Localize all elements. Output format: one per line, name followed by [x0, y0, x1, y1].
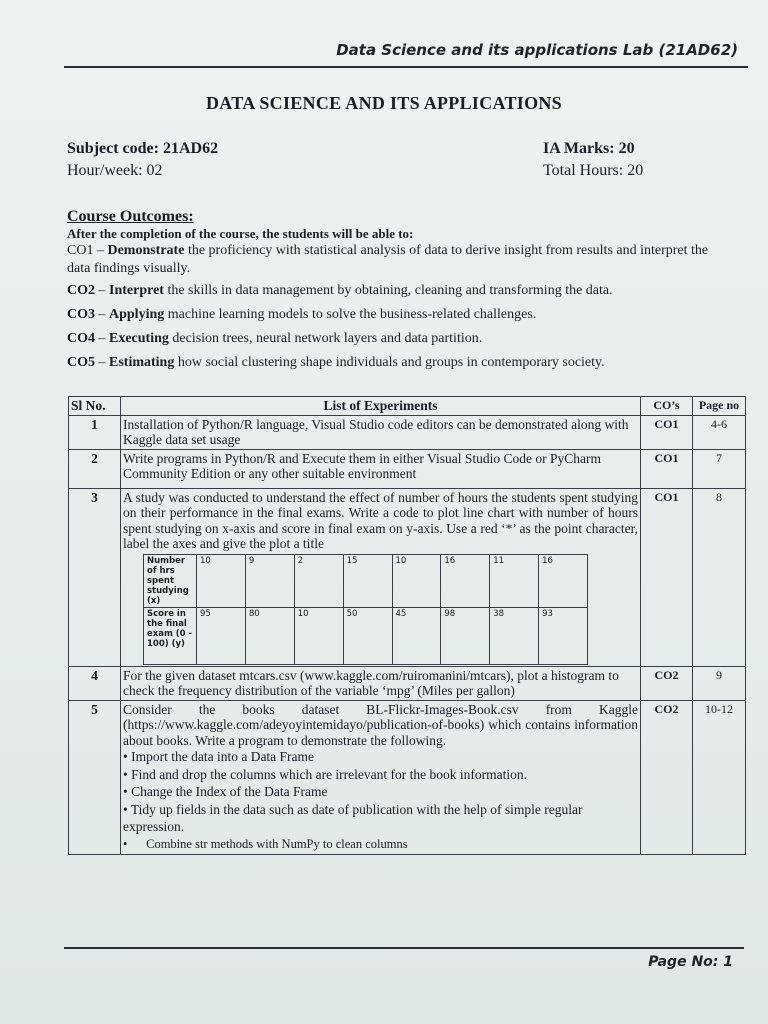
table-row	[69, 700, 746, 855]
study-y-value: 80	[245, 607, 294, 664]
header-page-no: Page no	[693, 397, 746, 416]
row-experiment	[121, 700, 641, 855]
header-rule	[64, 66, 748, 68]
study-x-value: 15	[343, 554, 392, 607]
row-co: CO1	[641, 488, 693, 666]
study-x-row	[144, 554, 588, 607]
header-cos: CO’s	[641, 397, 693, 416]
study-x-label: Number of hrs spent studying (x)	[144, 554, 197, 607]
study-x-value: 16	[539, 554, 588, 607]
study-x-value: 2	[294, 554, 343, 607]
study-y-value: 50	[343, 607, 392, 664]
table-row	[69, 449, 746, 488]
study-x-value: 10	[392, 554, 441, 607]
meta-left	[67, 138, 218, 182]
bullet-item: • Change the Index of the Data Frame	[123, 784, 328, 799]
row-experiment-text: A study was conducted to understand the effect of number of hours the students spent studying on their performance in the final exams. Write a code to plot line chart with number of hours spent studying on x-axis and score in final exam on y-axis. Use a red ‘*’ as the point character, label the axes and give the plot a title	[123, 489, 638, 551]
row-experiment	[121, 488, 641, 666]
study-y-value: 38	[490, 607, 539, 664]
hours-per-week: Hour/week: 02	[67, 162, 163, 179]
row-experiment: Installation of Python/R language, Visual Studio code editors can be demonstrated along with Kaggle data set usage	[121, 415, 641, 449]
table-row	[69, 488, 746, 666]
outcomes-intro: After the completion of the course, the students will be able to:	[67, 226, 414, 241]
row-page: 4-6	[693, 415, 746, 449]
row-page: 8	[693, 488, 746, 666]
course-outcomes	[67, 207, 727, 378]
ia-marks: IA Marks: 20	[543, 140, 635, 157]
row-sl: 2	[69, 449, 121, 488]
bullet-item: • Find and drop the columns which are irrelevant for the book information.	[123, 766, 527, 782]
row-co: CO1	[641, 415, 693, 449]
outcome-co3: CO3 – Applying machine learning models to solve the business-related challenges.	[67, 307, 537, 322]
running-header: Data Science and its applications Lab (21AD62)	[336, 41, 738, 59]
bullet-item: • Import the data into a Data Frame	[123, 749, 315, 764]
row-experiment: Write programs in Python/R and Execute them in either Visual Studio Code or PyCharm Community Edition or any other suitable environment	[121, 449, 641, 488]
row-sl: 5	[69, 700, 121, 855]
study-x-value: 9	[245, 554, 294, 607]
bullet-item: • Tidy up fields in the data such as date of publication with the help of simple regular expression.	[123, 801, 583, 834]
table-header-row	[69, 397, 746, 416]
study-y-value: 45	[392, 607, 441, 664]
total-hours: Total Hours: 20	[543, 162, 644, 179]
row-page: 7	[693, 449, 746, 488]
header-sl-no: Sl No.	[69, 397, 121, 416]
study-y-row	[144, 607, 588, 664]
study-y-value: 93	[539, 607, 588, 664]
row-sl: 1	[69, 415, 121, 449]
study-y-value: 95	[197, 607, 246, 664]
row-page: 10-12	[693, 700, 746, 855]
outcome-co4: CO4 – Executing decision trees, neural network layers and data partition.	[67, 331, 483, 346]
row-sl: 4	[69, 666, 121, 700]
row-experiment-text: Consider the books dataset BL-Flickr-Images-Book.csv from Kaggle (https://www.kaggle.com/adeyoyintemidayo/publication-of-books) which contains information about books. Write a program to demonstrate the following.	[123, 701, 638, 748]
row-experiment: For the given dataset mtcars.csv (www.kaggle.com/ruiromanini/mtcars), plot a histogram to check the frequency distribution of the variable ‘mpg’ (Miles per gallon)	[121, 666, 641, 700]
row-co: CO2	[641, 700, 693, 855]
study-y-value: 98	[441, 607, 490, 664]
row-co: CO2	[641, 666, 693, 700]
study-x-value: 16	[441, 554, 490, 607]
outcome-co5: CO5 – Estimating how social clustering shape individuals and groups in contemporary society.	[67, 355, 605, 370]
table-row	[69, 415, 746, 449]
study-y-label: Score in the final exam (0 - 100) (y)	[144, 607, 197, 664]
study-x-value: 10	[197, 554, 246, 607]
experiments-table	[68, 396, 746, 855]
document-title: DATA SCIENCE AND ITS APPLICATIONS	[206, 93, 562, 113]
outcomes-heading: Course Outcomes:	[67, 208, 194, 225]
outcome-co1: CO1 – Demonstrate the proficiency with statistical analysis of data to derive insight from results and interpret the data findings visually.	[67, 243, 709, 276]
row-page: 9	[693, 666, 746, 700]
outcome-co2: CO2 – Interpret the skills in data management by obtaining, cleaning and transforming the data.	[67, 283, 613, 298]
footer-rule	[64, 947, 744, 949]
bullet-item: • Combine str methods with NumPy to clean columns	[123, 836, 408, 851]
table-row	[69, 666, 746, 700]
meta-right	[543, 138, 643, 182]
subject-code: Subject code: 21AD62	[67, 140, 219, 157]
row-co: CO1	[641, 449, 693, 488]
page-number: Page No: 1	[648, 954, 733, 970]
study-y-value: 10	[294, 607, 343, 664]
study-data-table	[143, 554, 588, 665]
study-x-value: 11	[490, 554, 539, 607]
header-list-of-experiments: List of Experiments	[121, 397, 641, 416]
row-sl: 3	[69, 488, 121, 666]
